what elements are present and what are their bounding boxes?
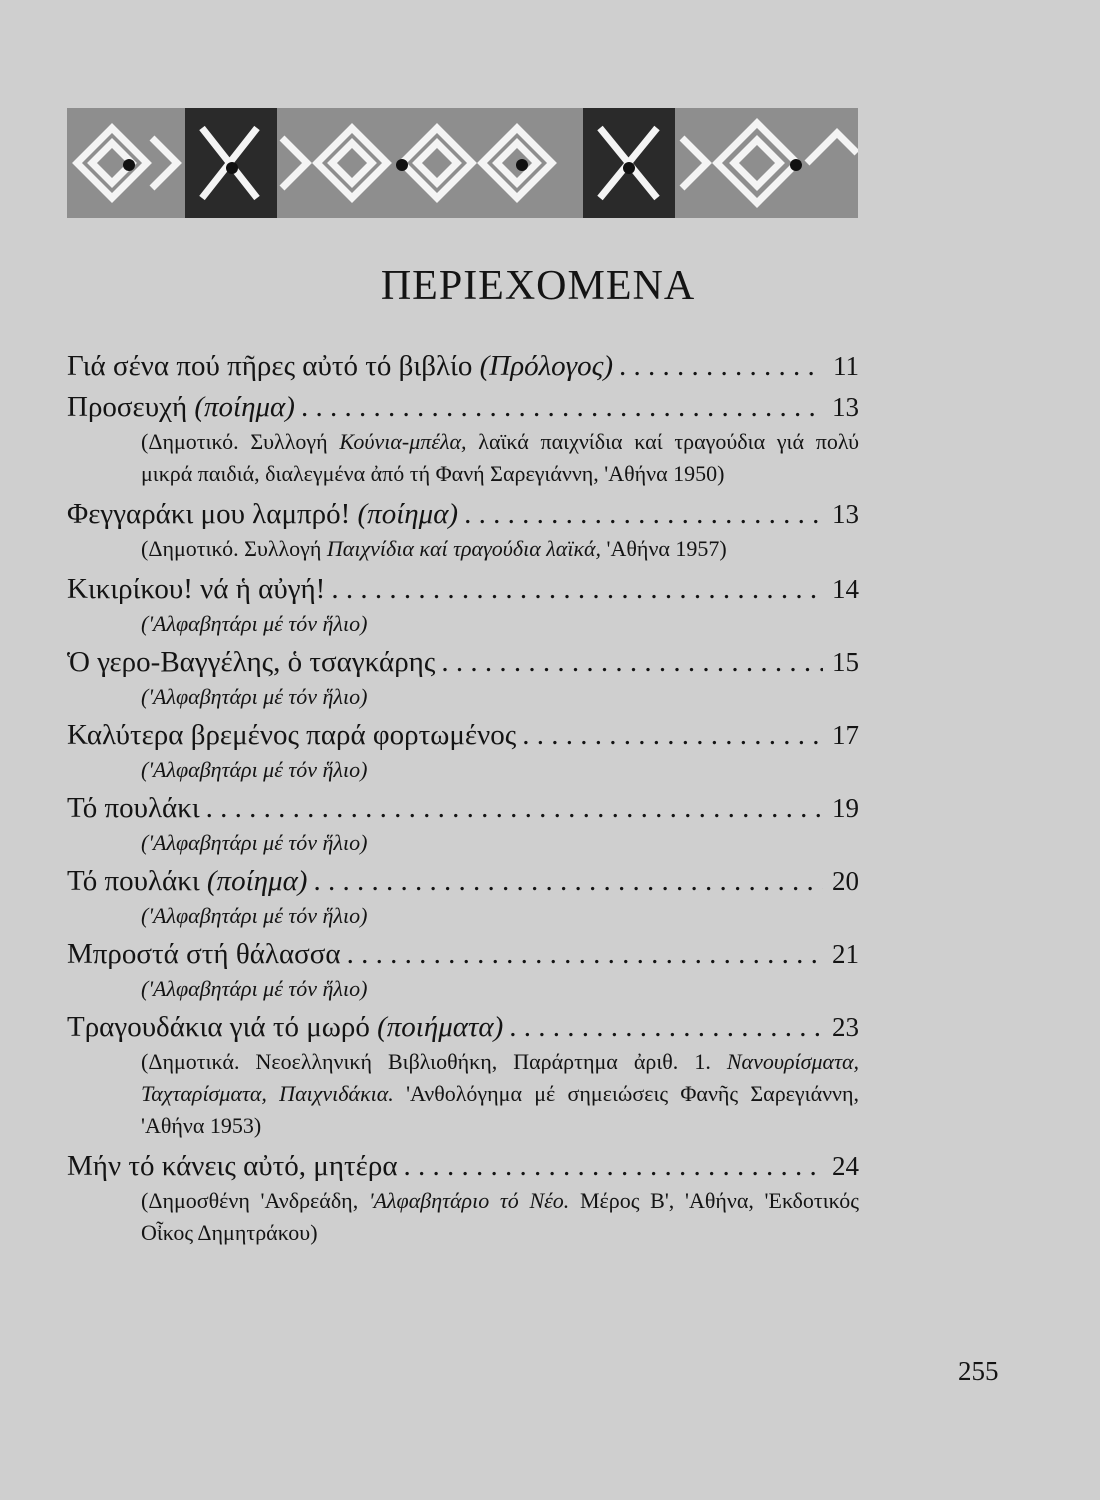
leader-dots	[331, 571, 823, 608]
leader-dots	[301, 389, 823, 426]
leader-dots	[404, 1148, 823, 1185]
entry-note: (Πρόλογος)	[479, 350, 614, 382]
entry-note: (ποίημα)	[206, 865, 308, 897]
toc-entry	[67, 496, 859, 565]
entry-page: 20	[832, 866, 859, 896]
leader-dots	[347, 936, 823, 973]
entry-title: Κικιρίκου! νά ἡ αὐγή!	[67, 573, 326, 605]
entry-source: ('Αλφαβητάρι μέ τόν ἥλιο)	[141, 903, 368, 928]
entry-title: Μπροστά στή θάλασσα	[67, 938, 341, 970]
entry-source: ('Αλφαβητάρι μέ τόν ἥλιο)	[141, 830, 368, 855]
toc-entry	[67, 571, 859, 640]
leader-dots	[522, 717, 823, 754]
entry-source: (Δημοσθένη 'Ανδρεάδη, 'Αλφαβητάριο τό Νέο. Μέρος Β', 'Αθήνα, 'Εκδοτικός Οἶκος Δημητράκου)	[141, 1188, 859, 1245]
entry-title: Τό πουλάκι	[67, 792, 200, 824]
entry-page: 14	[832, 574, 859, 604]
entry-page: 13	[832, 392, 859, 422]
entry-page: 21	[832, 939, 859, 969]
entry-source: ('Αλφαβητάρι μέ τόν ἥλιο)	[141, 684, 368, 709]
entry-source: ('Αλφαβητάρι μέ τόν ἥλιο)	[141, 611, 368, 636]
entry-note: (ποιήματα)	[377, 1011, 504, 1043]
toc-entry	[67, 389, 859, 490]
entry-title: Προσευχή	[67, 391, 188, 423]
entry-title: Τραγουδάκια γιά τό μωρό	[67, 1011, 370, 1043]
entry-page: 17	[832, 720, 859, 750]
leader-dots	[206, 790, 823, 827]
entry-source: (Δημοτικό. Συλλογή Κούνια-μπέλα, λαϊκά παιχνίδια καί τραγούδια γιά πολύ μικρά παιδιά, διαλεγμένα ἀπό τή Φανή Σαρεγιάννη, 'Αθήνα 1950)	[141, 429, 859, 486]
toc-entry	[67, 790, 859, 859]
entry-page: 23	[832, 1012, 859, 1042]
entry-title: Τό πουλάκι	[67, 865, 200, 897]
ornamental-band	[67, 108, 858, 218]
table-of-contents	[67, 348, 859, 1249]
entry-title: Ὁ γερο-Βαγγέλης, ὁ τσαγκάρης	[67, 646, 436, 678]
entry-title: Μήν τό κάνεις αὐτό, μητέρα	[67, 1150, 398, 1182]
entry-source: (Δημοτικά. Νεοελληνική Βιβλιοθήκη, Παράρτημα ἀριθ. 1. Νανουρίσματα, Ταχταρίσματα, Παιχνιδάκια. 'Ανθολόγημα μέ σημειώσεις Φανῆς Σαρεγιάννη, 'Αθήνα 1953)	[141, 1049, 859, 1138]
toc-entry	[67, 644, 859, 713]
entry-source: ('Αλφαβητάρι μέ τόν ἥλιο)	[141, 976, 368, 1001]
entry-page: 13	[832, 499, 859, 529]
leader-dots	[313, 863, 823, 900]
leader-dots	[441, 644, 823, 681]
entry-note: (ποίημα)	[357, 498, 459, 530]
entry-source: (Δημοτικό. Συλλογή Παιχνίδια καί τραγούδια λαϊκά, 'Αθήνα 1957)	[141, 536, 727, 561]
toc-entry	[67, 348, 859, 385]
entry-title: Γιά σένα πού πῆρες αὐτό τό βιβλίο	[67, 350, 473, 382]
page-number: 255	[958, 1356, 999, 1386]
entry-page: 11	[833, 351, 859, 381]
leader-dots	[509, 1009, 823, 1046]
page-title: ΠΕΡΙΕΧΟΜΕΝΑ	[380, 263, 696, 309]
toc-entry	[67, 863, 859, 932]
toc-entry	[67, 936, 859, 1005]
entry-source: ('Αλφαβητάρι μέ τόν ἥλιο)	[141, 757, 368, 782]
entry-page: 19	[832, 793, 859, 823]
toc-entry	[67, 1009, 859, 1142]
leader-dots	[464, 496, 823, 533]
entry-note: (ποίημα)	[194, 391, 295, 423]
entry-title: Καλύτερα βρεμένος παρά φορτωμένος	[67, 719, 517, 751]
toc-entry	[67, 1148, 859, 1249]
toc-entry	[67, 717, 859, 786]
meander-ornament-icon	[67, 108, 858, 218]
entry-page: 24	[832, 1151, 859, 1181]
entry-page: 15	[832, 647, 859, 677]
entry-title: Φεγγαράκι μου λαμπρό!	[67, 498, 351, 530]
leader-dots	[619, 348, 823, 385]
